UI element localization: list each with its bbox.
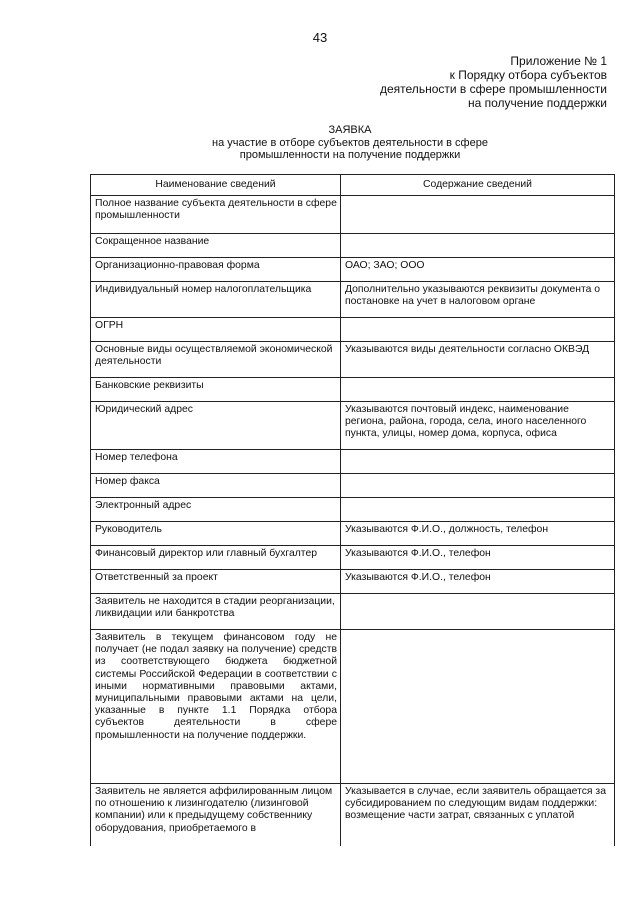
table-row — [91, 282, 615, 318]
table-row — [91, 450, 615, 474]
field-content: Указываются виды деятельности согласно ОКВЭД — [341, 342, 615, 378]
field-content — [341, 234, 615, 258]
field-name: Финансовый директор или главный бухгалтер — [91, 546, 341, 570]
field-name: Заявитель не находится в стадии реорганизации, ликвидации или банкротства — [91, 594, 341, 630]
field-name: Полное название субъекта деятельности в сфере промышленности — [91, 196, 341, 234]
field-content — [341, 630, 615, 784]
table-header-row — [91, 175, 615, 196]
form-title — [0, 124, 640, 162]
form-subtitle-line: на участие в отборе субъектов деятельности в сфере — [212, 136, 488, 149]
table-row — [91, 258, 615, 282]
table-row — [91, 630, 615, 784]
field-content — [341, 378, 615, 402]
field-content — [341, 196, 615, 234]
field-content — [341, 594, 615, 630]
field-name: ОГРН — [91, 318, 341, 342]
table-row — [91, 234, 615, 258]
field-content — [341, 318, 615, 342]
field-content — [341, 474, 615, 498]
field-content: Указываются Ф.И.О., телефон — [341, 546, 615, 570]
table-row — [91, 546, 615, 570]
field-content: ОАО; ЗАО; ООО — [341, 258, 615, 282]
field-name: Индивидуальный номер налогоплательщика — [91, 282, 341, 318]
appendix-line: деятельности в сфере промышленности — [380, 82, 607, 96]
field-name: Банковские реквизиты — [91, 378, 341, 402]
table-row — [91, 318, 615, 342]
table-row — [91, 784, 615, 846]
field-content: Указываются Ф.И.О., должность, телефон — [341, 522, 615, 546]
appendix-block — [380, 54, 607, 110]
field-name: Руководитель — [91, 522, 341, 546]
table-row — [91, 342, 615, 378]
table-row — [91, 522, 615, 546]
table-row — [91, 196, 615, 234]
table-row — [91, 402, 615, 450]
field-content: Указываются почтовый индекс, наименование региона, района, города, села, иного населенного пункта, улицы, номер дома, корпуса, офиса — [341, 402, 615, 450]
appendix-line: на получение поддержки — [467, 96, 607, 110]
field-name: Электронный адрес — [91, 498, 341, 522]
application-table — [90, 174, 615, 846]
field-name: Основные виды осуществляемой экономической деятельности — [91, 342, 341, 378]
form-heading: ЗАЯВКА — [328, 124, 372, 136]
field-name: Заявитель не является аффилированным лицом по отношению к лизингодателю (лизинговой компании) или к предыдущему собственнику оборудования, приобретаемого в — [91, 784, 341, 846]
table-row — [91, 378, 615, 402]
field-name: Ответственный за проект — [91, 570, 341, 594]
column-header-content: Содержание сведений — [341, 175, 615, 196]
field-content: Указываются Ф.И.О., телефон — [341, 570, 615, 594]
field-name: Номер телефона — [91, 450, 341, 474]
table-row — [91, 570, 615, 594]
form-subtitle-line: промышленности на получение поддержки — [239, 149, 461, 161]
table-row — [91, 474, 615, 498]
field-content — [341, 498, 615, 522]
appendix-line: Приложение № 1 — [510, 54, 607, 68]
field-name: Сокращенное название — [91, 234, 341, 258]
column-header-name: Наименование сведений — [91, 175, 341, 196]
field-content: Указывается в случае, если заявитель обращается за субсидированием по следующим видам поддержки: возмещение части затрат, связанных с уплатой — [341, 784, 615, 846]
table-row — [91, 498, 615, 522]
field-name: Организационно-правовая форма — [91, 258, 341, 282]
field-name: Номер факса — [91, 474, 341, 498]
page-number: 43 — [312, 30, 328, 45]
field-name: Заявитель в текущем финансовом году не получает (не подал заявку на получение) средств из соответствующего бюджета бюджетной системы Российской Федерации в соответствии с иными нормативными правовыми актами, муниципальными правовыми актами на цели, указанные в пункте 1.1 Порядка отбора субъектов деятельности в сфере промышленности на получение поддержки. — [91, 630, 341, 784]
appendix-line: к Порядку отбора субъектов — [449, 68, 607, 82]
field-name: Юридический адрес — [91, 402, 341, 450]
field-content: Дополнительно указываются реквизиты документа о постановке на учет в налоговом органе — [341, 282, 615, 318]
table-row — [91, 594, 615, 630]
field-content — [341, 450, 615, 474]
